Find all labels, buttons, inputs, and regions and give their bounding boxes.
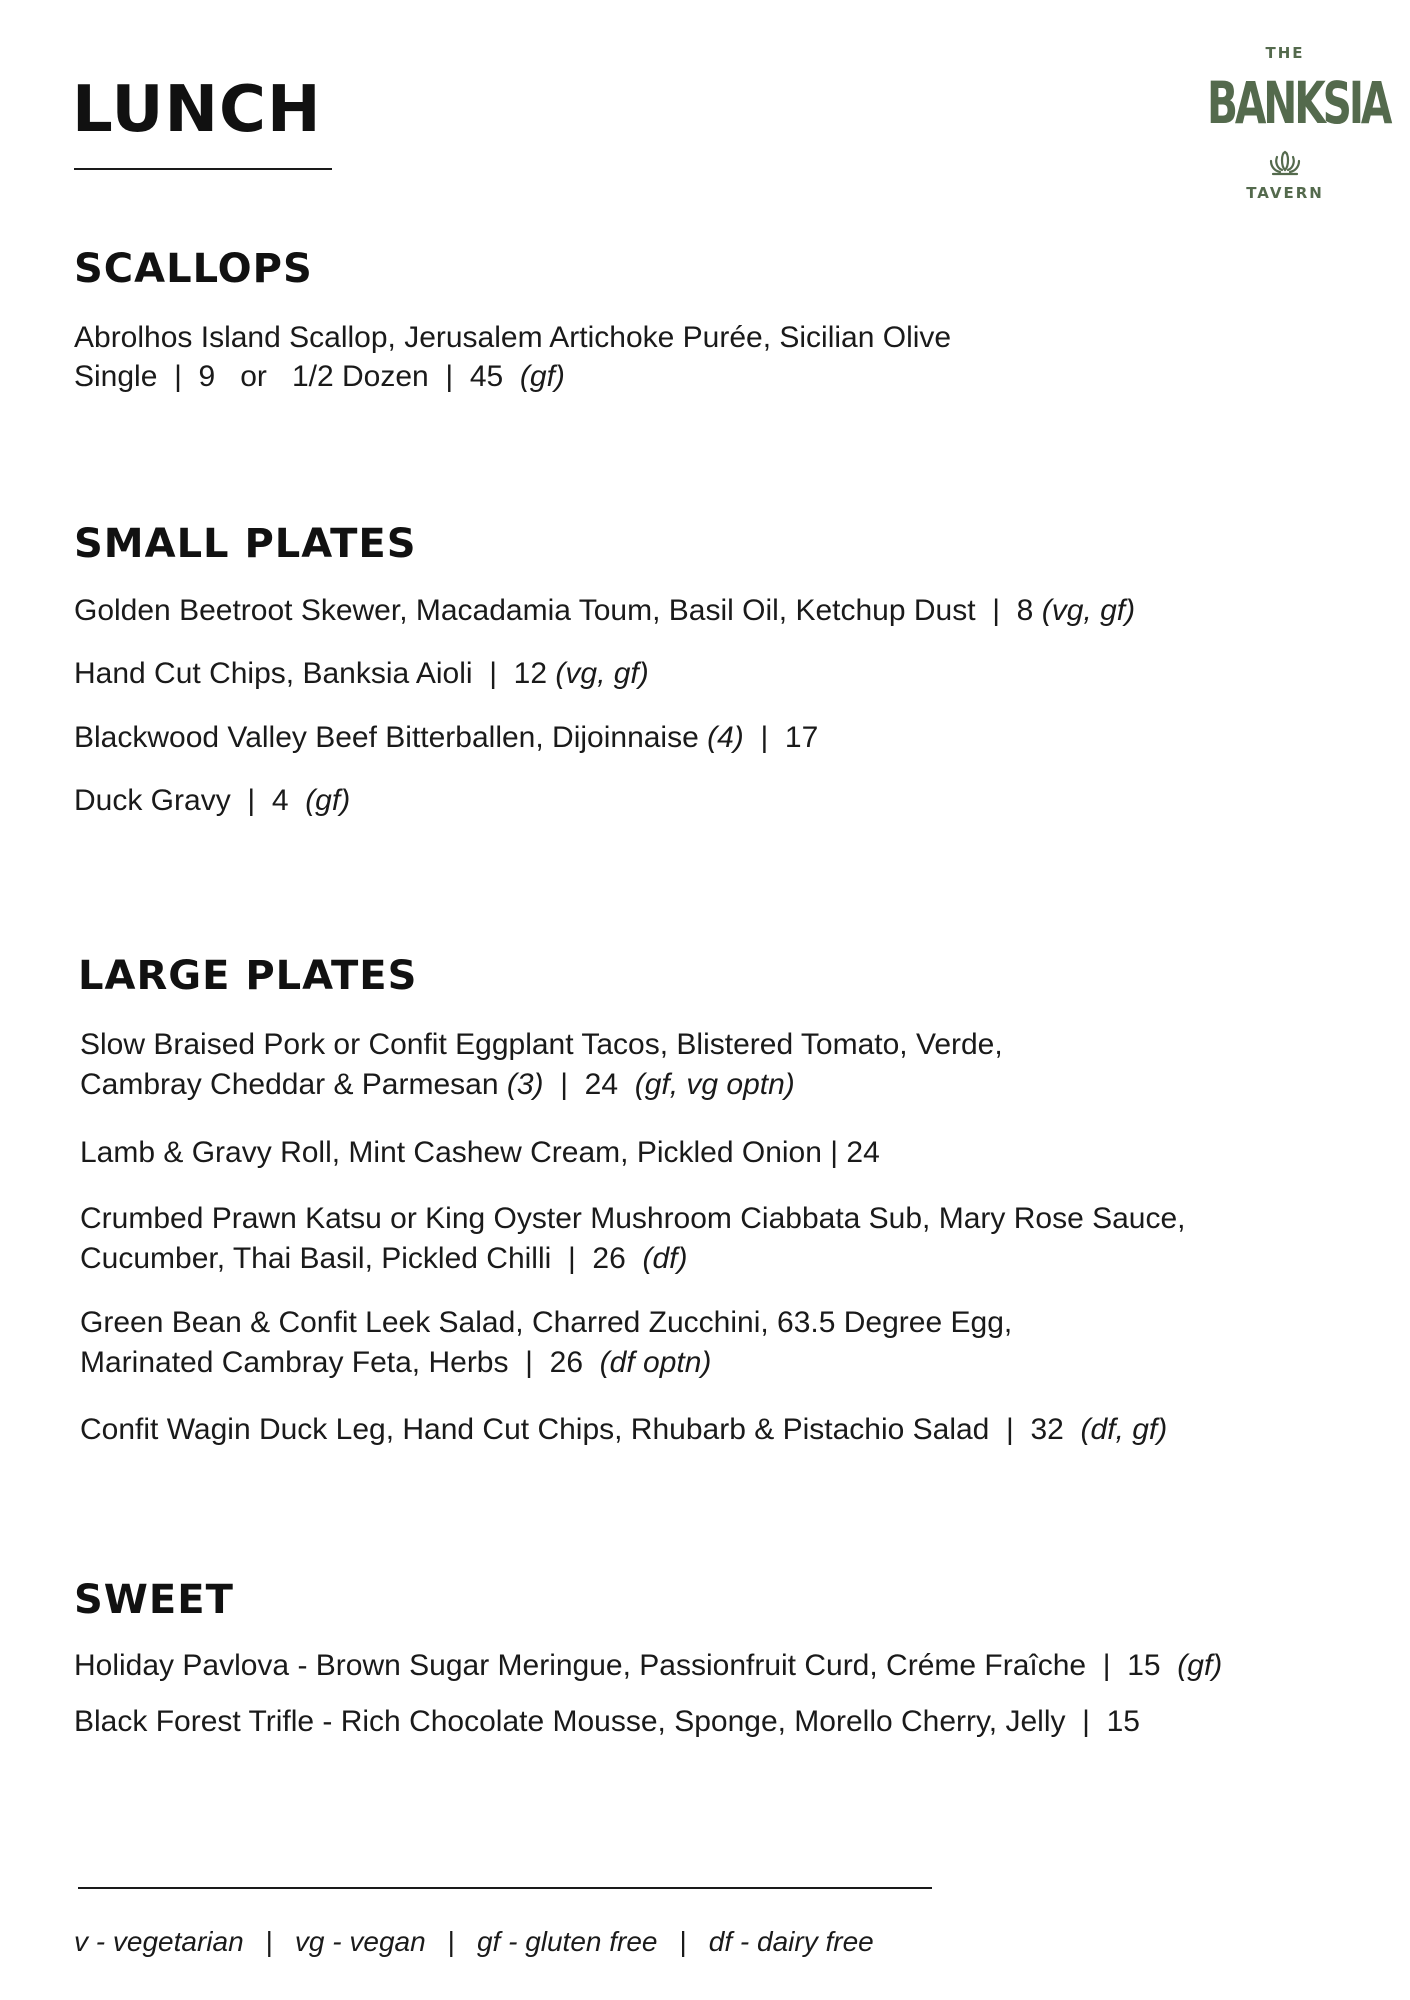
menu-item: Blackwood Valley Beef Bitterballen, Dijoinnaise (4) | 17 xyxy=(74,721,819,754)
menu-item: Slow Braised Pork or Confit Eggplant Tacos, Blistered Tomato, Verde, Cambray Cheddar & Parmesan (3) | 24 (gf, vg optn) xyxy=(80,1028,1003,1101)
menu-item: Golden Beetroot Skewer, Macadamia Toum, Basil Oil, Ketchup Dust | 8 (vg, gf) xyxy=(74,594,1136,627)
menu-item: Confit Wagin Duck Leg, Hand Cut Chips, Rhubarb & Pistachio Salad | 32 (df, gf) xyxy=(80,1413,1168,1446)
menu-item: Hand Cut Chips, Banksia Aioli | 12 (vg, gf) xyxy=(74,657,649,690)
logo-the: THE xyxy=(1265,44,1305,62)
menu-item: Crumbed Prawn Katsu or King Oyster Mushroom Ciabbata Sub, Mary Rose Sauce, Cucumber, Thai Basil, Pickled Chilli | 26 (df) xyxy=(80,1202,1186,1275)
legend-dairy-free: df - dairy free xyxy=(708,1926,874,1957)
dietary-tag: (df, gf) xyxy=(1080,1413,1168,1446)
portion-note: (4) xyxy=(707,721,744,754)
menu-item: Holiday Pavlova - Brown Sugar Meringue, Passionfruit Curd, Créme Fraîche | 15 (gf) xyxy=(74,1649,1223,1682)
logo-brand: BANKSIA xyxy=(1207,69,1390,137)
scallop-dozen-label: 1/2 Dozen xyxy=(291,360,429,393)
dietary-tag: (vg, gf) xyxy=(1041,594,1136,627)
section-heading-sweet: SWEET xyxy=(74,1577,234,1623)
scallop-single-label: Single xyxy=(74,360,158,393)
banksia-tavern-logo xyxy=(1185,44,1390,204)
dietary-tag: (df) xyxy=(642,1242,688,1275)
logo-tavern: TAVERN xyxy=(1246,184,1324,202)
scallop-dozen-price: 45 xyxy=(469,360,504,393)
scallop-single-price: 9 xyxy=(198,360,216,393)
portion-note: (3) xyxy=(506,1068,544,1101)
dietary-tag: (vg, gf) xyxy=(555,657,649,690)
menu-item: Green Bean & Confit Leek Salad, Charred Zucchini, 63.5 Degree Egg, Marinated Cambray Feta, Herbs | 26 (df optn) xyxy=(80,1306,1013,1379)
dietary-tag: (gf, vg optn) xyxy=(634,1068,795,1101)
footer-divider xyxy=(78,1887,932,1889)
menu-item: Lamb & Gravy Roll, Mint Cashew Cream, Pickled Onion | 24 xyxy=(80,1136,880,1169)
page-title: LUNCH xyxy=(72,73,322,147)
section-heading-scallops: SCALLOPS xyxy=(74,246,313,292)
dietary-legend: v - vegetarian | vg - vegan | gf - gluten free | df - dairy free xyxy=(74,1926,874,1957)
section-heading-small-plates: SMALL PLATES xyxy=(74,521,417,567)
banksia-flower-icon xyxy=(1267,148,1303,176)
menu-item-scallop-description: Abrolhos Island Scallop, Jerusalem Artichoke Purée, Sicilian Olive xyxy=(74,321,952,354)
dietary-tag: (gf) xyxy=(1177,1649,1223,1682)
dietary-tag: (gf) xyxy=(305,784,351,817)
dietary-tag: (df optn) xyxy=(599,1346,712,1379)
legend-vegan: vg - vegan xyxy=(294,1926,426,1957)
legend-vegetarian: v - vegetarian xyxy=(74,1926,244,1957)
menu-item: Duck Gravy | 4 (gf) xyxy=(74,784,351,817)
menu-item-scallop-pricing: Single | 9 or 1/2 Dozen | 45 (gf) xyxy=(74,360,565,393)
section-heading-large-plates: LARGE PLATES xyxy=(78,953,418,999)
dietary-tag: (gf) xyxy=(519,360,565,393)
legend-gluten-free: gf - gluten free xyxy=(476,1926,658,1957)
scallop-or: or xyxy=(240,360,267,393)
menu-item: Black Forest Trifle - Rich Chocolate Mousse, Sponge, Morello Cherry, Jelly | 15 xyxy=(74,1705,1140,1738)
title-underline xyxy=(74,168,332,170)
